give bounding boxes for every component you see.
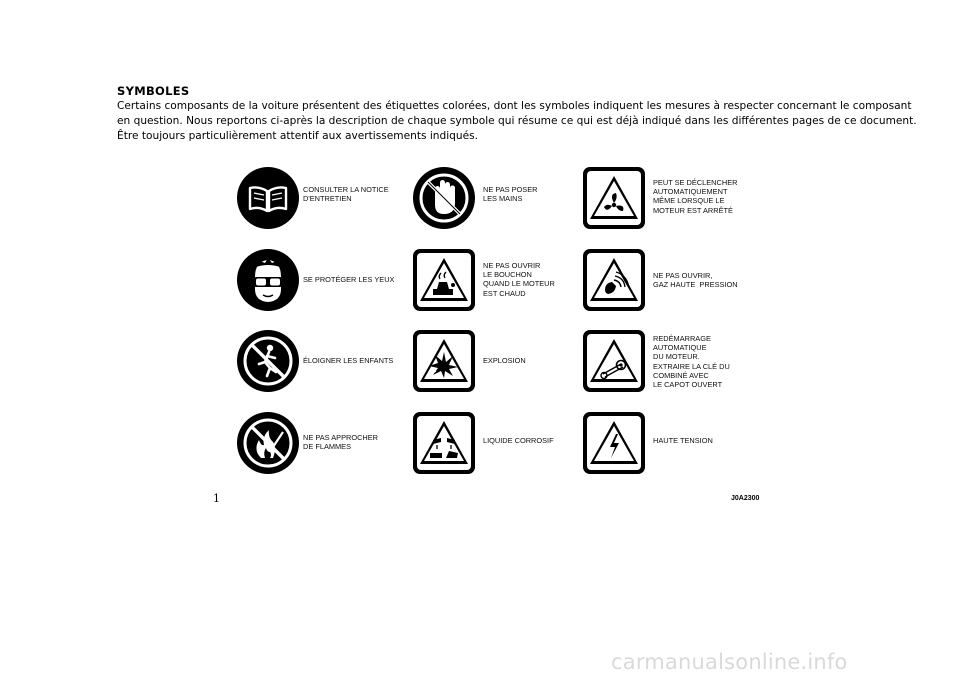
auto-restart-belt-icon xyxy=(583,330,645,392)
watermark: carmanualsonline.info xyxy=(611,650,848,674)
label-children: ÉLOIGNER LES ENFANTS xyxy=(303,356,394,365)
intro-line: en question. Nous reportons ci-après la description de chaque symbole qui résume ce qui est déjà indiqué dans les différentes pages de ce document. xyxy=(117,115,917,127)
label-fan: PEUT SE DÉCLENCHER AUTOMATIQUEMENT MÊME LORSQUE LE MOTEUR EST ARRÊTÉ xyxy=(653,178,738,215)
high-voltage-icon xyxy=(583,412,645,474)
book-icon xyxy=(237,167,299,229)
explosion-icon xyxy=(413,330,475,392)
intro-line: Certains composants de la voiture présentent des étiquettes colorées, dont les symboles indiquent les mesures à respecter concernant le composant xyxy=(117,100,912,112)
safety-goggles-icon xyxy=(237,249,299,311)
label-flames: NE PAS APPROCHER DE FLAMMES xyxy=(303,433,379,452)
label-pressure: NE PAS OUVRIR, GAZ HAUTE PRESSION xyxy=(653,271,738,290)
label-voltage: HAUTE TENSION xyxy=(653,436,713,445)
pressure-gas-icon xyxy=(583,249,645,311)
no-flames-icon xyxy=(237,412,299,474)
no-children-icon xyxy=(237,330,299,392)
hot-cap-icon xyxy=(413,249,475,311)
label-hot-cap: NE PAS OUVRIR LE BOUCHON QUAND LE MOTEUR EST CHAUD xyxy=(483,261,555,298)
page-number: 1 xyxy=(213,492,220,505)
label-manual: CONSULTER LA NOTICE D'ENTRETIEN xyxy=(303,185,389,204)
section-heading: SYMBOLES xyxy=(117,84,190,98)
fan-warning-icon xyxy=(583,167,645,229)
label-no-hands: NE PAS POSER LES MAINS xyxy=(483,185,538,204)
label-corrosive: LIQUIDE CORROSIF xyxy=(483,436,554,445)
label-goggles: SE PROTÉGER LES YEUX xyxy=(303,275,395,284)
label-explosion: EXPLOSION xyxy=(483,356,526,365)
label-restart: REDÉMARRAGE AUTOMATIQUE DU MOTEUR. EXTRAIRE LA CLÉ DU COMBINÉ AVEC LE CAPOT OUVERT xyxy=(653,334,730,390)
intro-line: Être toujours particulièrement attentif aux avertissements indiqués. xyxy=(117,130,479,142)
figure-code: J0A2300 xyxy=(731,495,760,502)
intro-paragraph xyxy=(117,99,917,144)
no-hand-icon xyxy=(413,167,475,229)
corrosive-liquid-icon xyxy=(413,412,475,474)
